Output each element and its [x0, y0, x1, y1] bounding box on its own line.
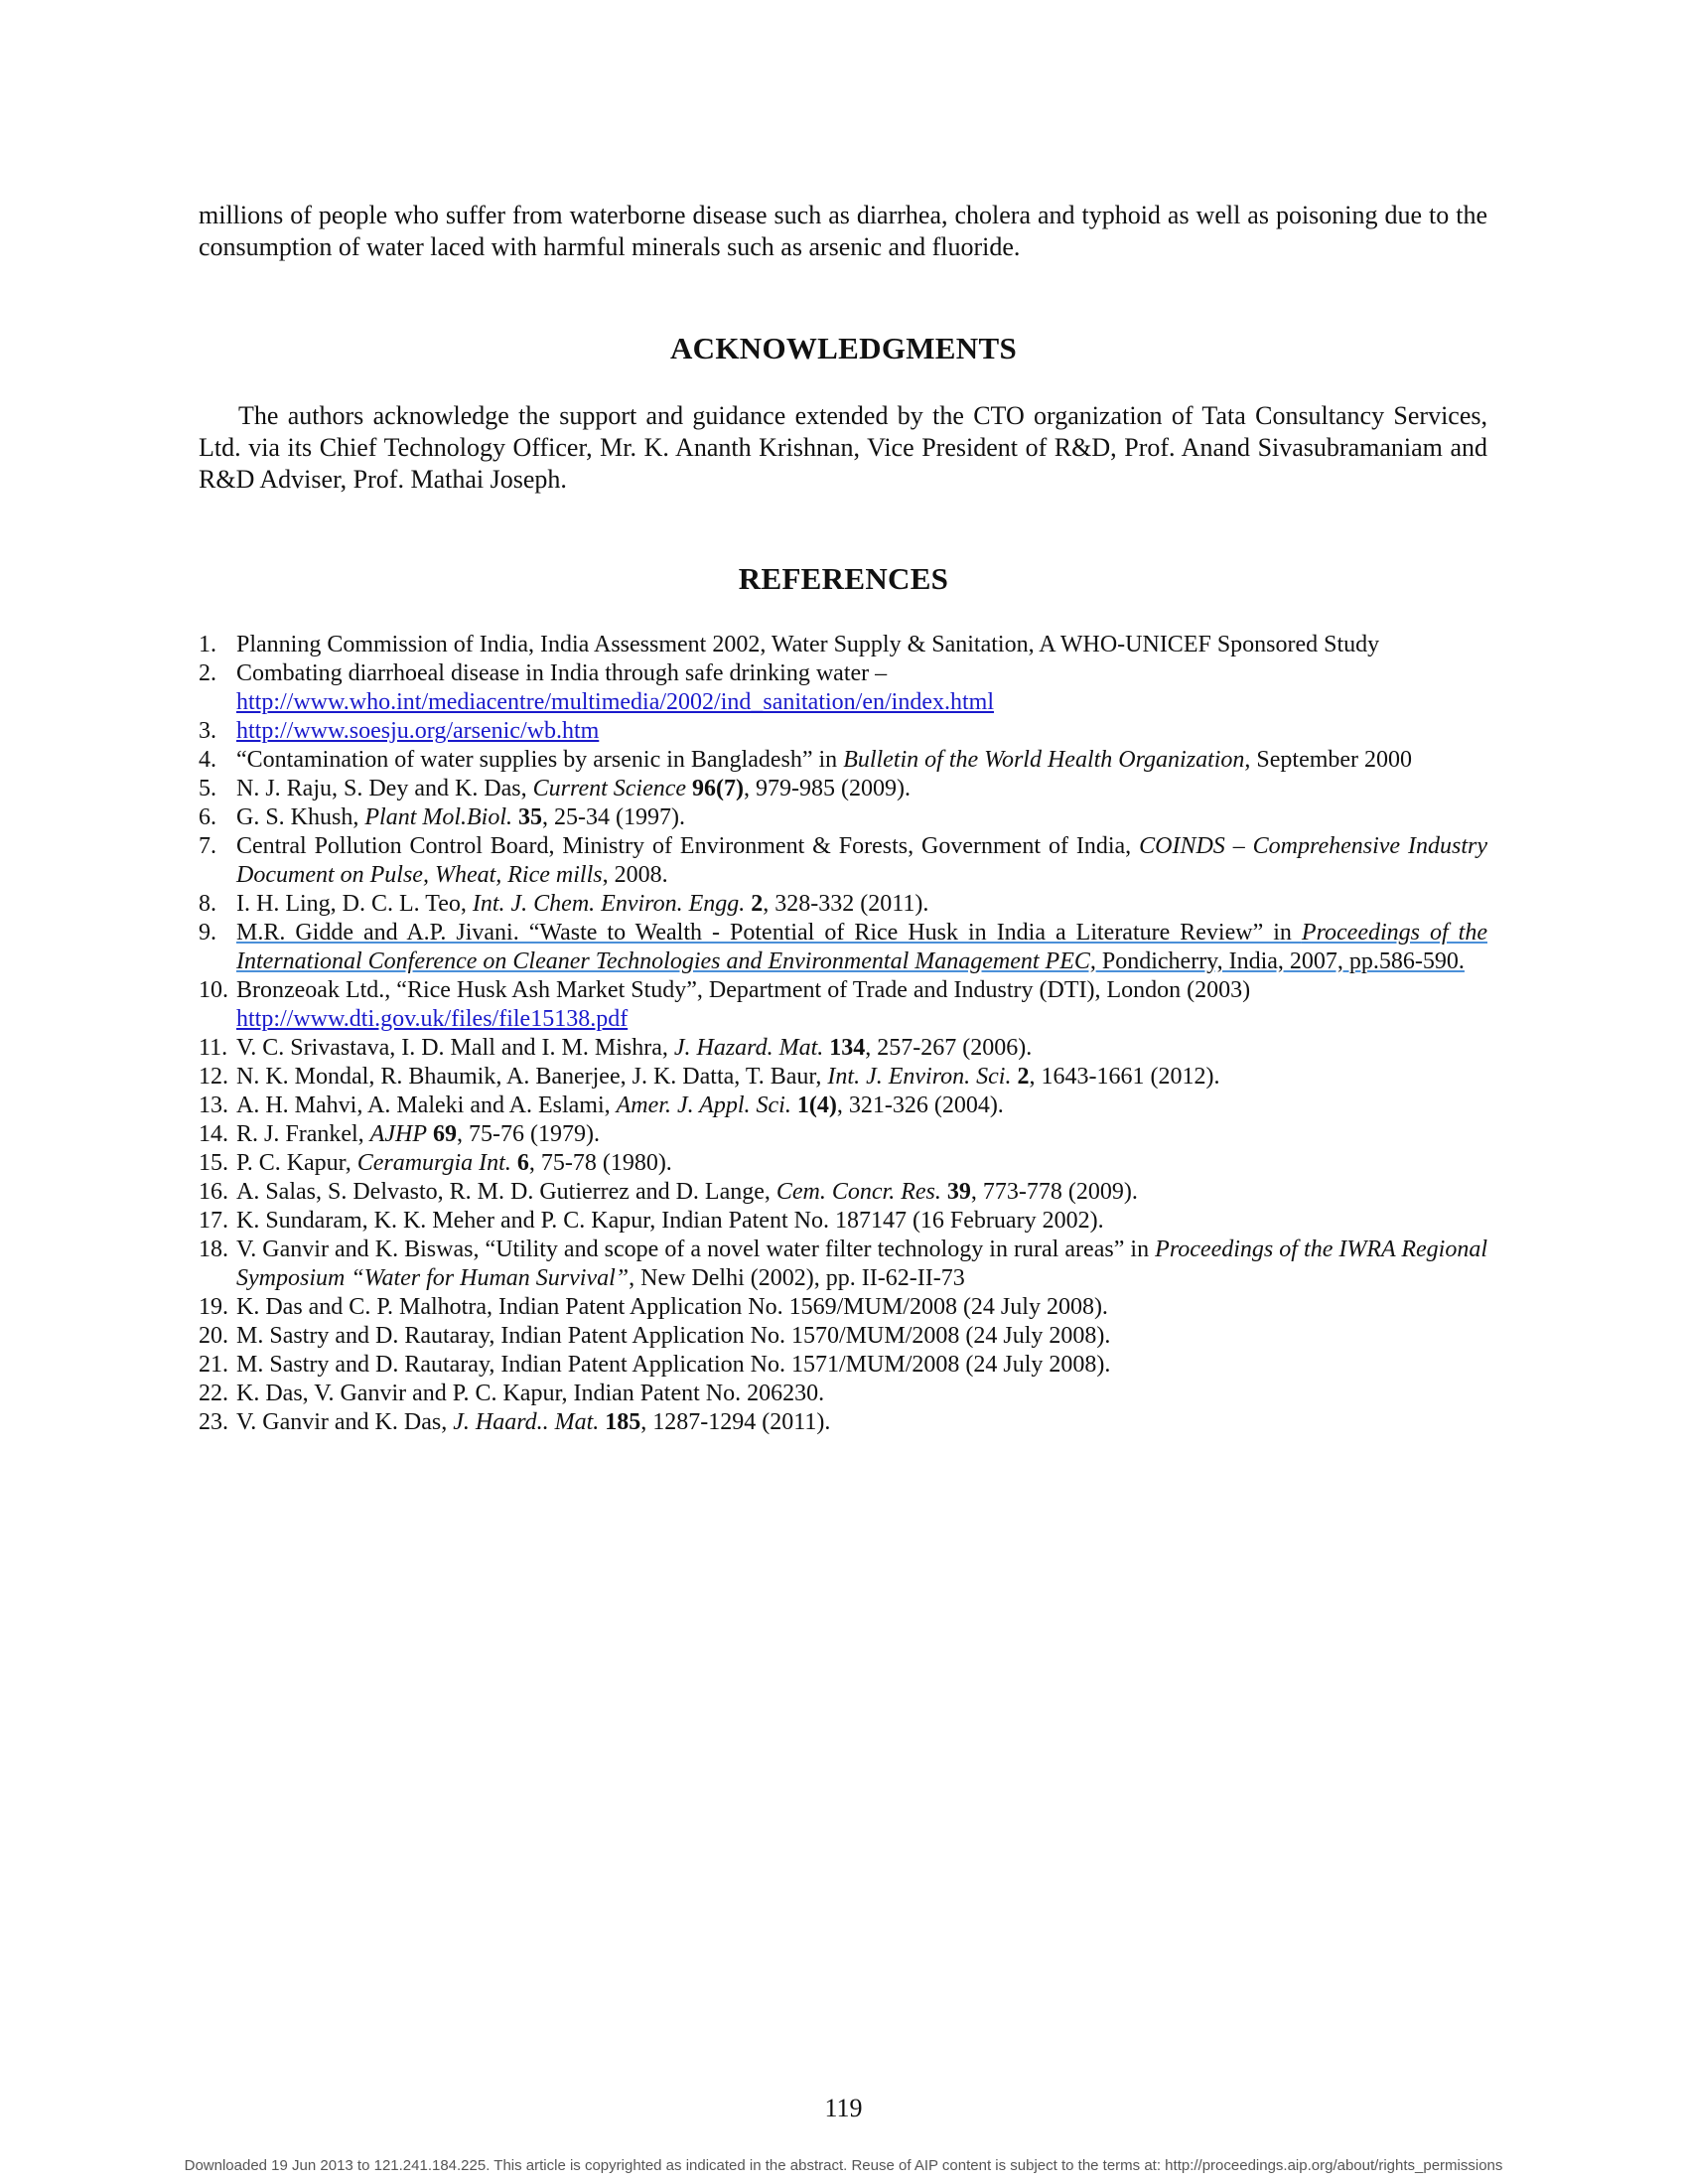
reference-journal: Cem. Concr. Res.	[775, 1179, 941, 1205]
reference-text: M. Sastry and D. Rautaray, Indian Patent Application No. 1571/MUM/2008 (24 July 2008).	[236, 1352, 1111, 1378]
reference-authors: G. S. Khush,	[236, 804, 365, 830]
reference-volume: 2	[745, 891, 764, 917]
reference-authors: V. C. Srivastava, I. D. Mall and I. M. Mishra,	[236, 1035, 674, 1061]
reference-journal: Ceramurgia Int.	[356, 1150, 511, 1176]
reference-item-14	[199, 1120, 1487, 1149]
reference-item-17	[199, 1207, 1487, 1236]
reference-details: Pondicherry, India, 2007, pp.586-590.	[1095, 948, 1465, 974]
reference-text: K. Sundaram, K. K. Meher and P. C. Kapur, Indian Patent No. 187147 (16 February 2002).	[236, 1208, 1104, 1234]
reference-item-7	[199, 832, 1487, 890]
reference-authors: P. C. Kapur,	[236, 1150, 357, 1176]
reference-number: 18.	[199, 1237, 228, 1262]
reference-number: 14.	[199, 1121, 228, 1147]
reference-authors: I. H. Ling, D. C. L. Teo,	[236, 891, 473, 917]
reference-volume: 1(4)	[790, 1092, 837, 1118]
reference-number: 9.	[199, 920, 216, 946]
reference-details: , 773-778 (2009).	[970, 1179, 1138, 1205]
reference-journal: Int. J. Chem. Environ. Engg.	[472, 891, 746, 917]
reference-volume: 39	[940, 1179, 971, 1205]
reference-link[interactable]: http://www.who.int/mediacentre/multimedia/2002/ind_sanitation/en/index.html	[236, 689, 994, 715]
reference-number: 17.	[199, 1208, 228, 1234]
reference-number: 1.	[199, 632, 216, 657]
reference-item-23	[199, 1408, 1487, 1437]
reference-number: 8.	[199, 891, 216, 917]
reference-details: , 328-332 (2011).	[763, 891, 929, 917]
intro-paragraph: millions of people who suffer from waterborne disease such as diarrhea, cholera and typhoid as well as poisoning due to the consumption of water laced with harmful minerals such as arsenic and fluoride.	[199, 201, 1487, 261]
reference-item-4	[199, 746, 1487, 775]
reference-text: Planning Commission of India, India Assessment 2002, Water Supply & Sanitation, A WHO-UNICEF Sponsored Study	[236, 632, 1380, 657]
download-footer: Downloaded 19 Jun 2013 to 121.241.184.225. This article is copyrighted as indicated in the abstract. Reuse of AIP content is subject to the terms at: http://proceedings.aip.org/about/rights_permissions	[184, 2157, 1503, 2174]
reference-item-2	[199, 659, 1487, 717]
reference-item-21	[199, 1351, 1487, 1380]
reference-details: , 979-985 (2009).	[744, 776, 912, 801]
reference-item-10	[199, 976, 1487, 1034]
reference-journal: Plant Mol.Biol.	[364, 804, 513, 830]
reference-link[interactable]: http://www.dti.gov.uk/files/file15138.pdf	[236, 1006, 629, 1032]
reference-details: , 2008.	[602, 862, 668, 888]
reference-journal: AJHP	[369, 1121, 427, 1147]
references-heading: REFERENCES	[738, 561, 949, 596]
reference-number: 2.	[199, 660, 216, 686]
reference-item-22	[199, 1380, 1487, 1408]
reference-volume: 35	[512, 804, 543, 830]
reference-volume: 2	[1011, 1064, 1030, 1090]
reference-item-12	[199, 1063, 1487, 1092]
reference-details: , 1643-1661 (2012).	[1029, 1064, 1220, 1090]
reference-number: 11.	[199, 1035, 228, 1061]
reference-item-3	[199, 717, 1487, 746]
reference-details: , 75-76 (1979).	[456, 1121, 600, 1147]
reference-text: K. Das, V. Ganvir and P. C. Kapur, Indian Patent No. 206230.	[236, 1381, 825, 1406]
reference-number: 6.	[199, 804, 216, 830]
reference-text: K. Das and C. P. Malhotra, Indian Patent Application No. 1569/MUM/2008 (24 July 2008).	[236, 1294, 1108, 1320]
reference-text: Bronzeoak Ltd., “Rice Husk Ash Market Study”, Department of Trade and Industry (DTI), London (2003)	[236, 977, 1251, 1003]
reference-number: 19.	[199, 1294, 228, 1320]
reference-details: , 321-326 (2004).	[836, 1092, 1004, 1118]
reference-journal: Bulletin of the World Health Organization	[843, 747, 1245, 773]
reference-number: 20.	[199, 1323, 228, 1349]
reference-number: 15.	[199, 1150, 228, 1176]
reference-volume: 134	[823, 1035, 866, 1061]
reference-number: 12.	[199, 1064, 228, 1090]
reference-authors: Central Pollution Control Board, Ministry of Environment & Forests, Government of India,	[236, 833, 1140, 859]
reference-details: , September 2000	[1244, 747, 1413, 773]
reference-item-20	[199, 1322, 1487, 1351]
reference-volume: 6	[510, 1150, 529, 1176]
reference-link[interactable]: http://www.soesju.org/arsenic/wb.htm	[236, 718, 600, 744]
reference-item-13	[199, 1092, 1487, 1120]
reference-authors: A. H. Mahvi, A. Maleki and A. Eslami,	[236, 1092, 617, 1118]
reference-authors: R. J. Frankel,	[236, 1121, 370, 1147]
reference-item-8	[199, 890, 1487, 919]
page-number: 119	[824, 2094, 863, 2122]
reference-item-6	[199, 803, 1487, 832]
reference-number: 5.	[199, 776, 216, 801]
reference-authors: M.R. Gidde and A.P. Jivani. “Waste to Wealth - Potential of Rice Husk in India a Literature Review” in	[236, 920, 1302, 946]
reference-authors: A. Salas, S. Delvasto, R. M. D. Gutierrez and D. Lange,	[236, 1179, 776, 1205]
reference-text: Combating diarrhoeal disease in India through safe drinking water –	[236, 660, 888, 686]
reference-journal: Proceedings of the IWRA Regional Symposium “Water for Human Survival”	[236, 1237, 1488, 1291]
reference-text: “Contamination of water supplies by arsenic in Bangladesh” in	[236, 747, 844, 773]
reference-item-15	[199, 1149, 1487, 1178]
reference-authors: V. Ganvir and K. Biswas, “Utility and scope of a novel water filter technology in rural areas” in	[236, 1237, 1156, 1262]
acknowledgments-text: The authors acknowledge the support and guidance extended by the CTO organization of Tata Consultancy Services, Ltd. via its Chief Technology Officer, Mr. K. Ananth Krishnan, Vice President of R&D, Prof. Anand Sivasubramaniam and R&D Adviser, Prof. Mathai Joseph.	[199, 401, 1487, 494]
reference-text: M. Sastry and D. Rautaray, Indian Patent Application No. 1570/MUM/2008 (24 July 2008).	[236, 1323, 1111, 1349]
reference-details: , 257-267 (2006).	[865, 1035, 1033, 1061]
reference-number: 10.	[199, 977, 228, 1003]
reference-item-9	[199, 919, 1487, 976]
reference-number: 3.	[199, 718, 216, 744]
reference-volume: 185	[599, 1409, 641, 1435]
reference-authors: V. Ganvir and K. Das,	[236, 1409, 454, 1435]
reference-item-1	[199, 631, 1487, 659]
reference-details: , 75-78 (1980).	[528, 1150, 672, 1176]
reference-journal: J. Hazard. Mat.	[673, 1035, 824, 1061]
reference-volume: 96(7)	[686, 776, 745, 801]
reference-item-5	[199, 775, 1487, 803]
reference-item-19	[199, 1293, 1487, 1322]
reference-number: 23.	[199, 1409, 228, 1435]
reference-number: 21.	[199, 1352, 228, 1378]
acknowledgments-heading: ACKNOWLEDGMENTS	[670, 331, 1017, 365]
reference-journal: J. Haard.. Mat.	[453, 1409, 600, 1435]
reference-number: 13.	[199, 1092, 228, 1118]
reference-details: , 25-34 (1997).	[542, 804, 685, 830]
reference-list	[199, 631, 1487, 1437]
reference-journal: Current Science	[532, 776, 687, 801]
reference-journal: Amer. J. Appl. Sci.	[616, 1092, 791, 1118]
reference-details: , 1287-1294 (2011).	[640, 1409, 831, 1435]
reference-number: 22.	[199, 1381, 228, 1406]
reference-volume: 69	[426, 1121, 457, 1147]
reference-authors: N. J. Raju, S. Dey and K. Das,	[236, 776, 533, 801]
reference-item-18	[199, 1236, 1487, 1293]
reference-journal: Int. J. Environ. Sci.	[827, 1064, 1012, 1090]
reference-number: 7.	[199, 833, 216, 859]
reference-authors: N. K. Mondal, R. Bhaumik, A. Banerjee, J. K. Datta, T. Baur,	[236, 1064, 828, 1090]
reference-journal: COINDS – Comprehensive Industry Document on Pulse, Wheat, Rice mills	[236, 833, 1487, 888]
reference-number: 16.	[199, 1179, 228, 1205]
reference-item-16	[199, 1178, 1487, 1207]
reference-details: , New Delhi (2002), pp. II-62-II-73	[629, 1265, 965, 1291]
reference-number: 4.	[199, 747, 216, 773]
reference-item-11	[199, 1034, 1487, 1063]
reference-journal: Proceedings of the International Conference on Cleaner Technologies and Environmental Management PEC,	[236, 920, 1487, 974]
